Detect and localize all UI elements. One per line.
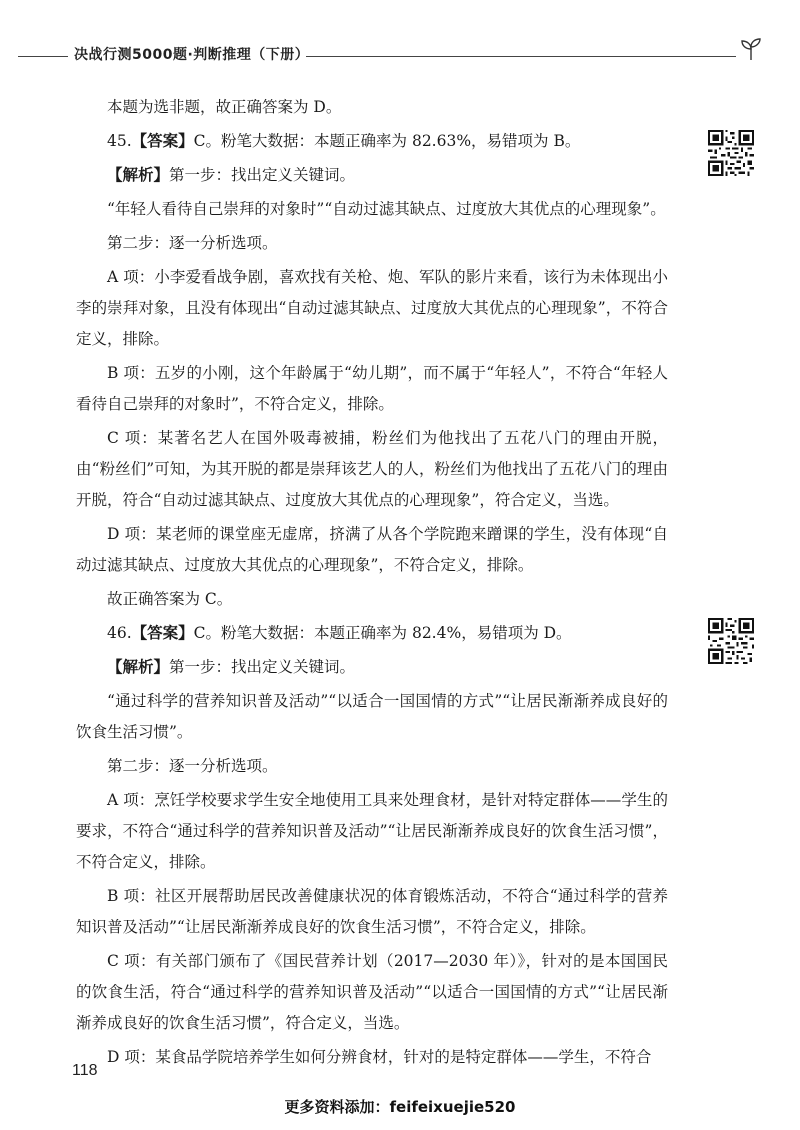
header-title: 决战行测5000题·判断推理（下册） <box>74 47 310 63</box>
qr-code-icon[interactable] <box>708 130 754 176</box>
question-number: 46. <box>107 624 132 642</box>
answer-line-45 <box>76 126 668 157</box>
analysis-line <box>76 160 668 191</box>
paragraph: “通过科学的营养知识普及活动”“以适合一国国情的方式”“让居民渐渐养成良好的饮食生活习惯”。 <box>76 692 668 741</box>
analysis-text: 第一步：找出定义关键词。 <box>169 658 356 676</box>
paragraph: 故正确答案为 C。 <box>107 590 233 608</box>
analysis-label: 【解析】 <box>107 166 170 184</box>
paragraph: 本题为选非题，故正确答案为 D。 <box>107 98 342 116</box>
option-b-analysis: B 项：五岁的小刚，这个年龄属于“幼儿期”，而不属于“年轻人”，不符合“年轻人看待自己崇拜的对象时”，不符合定义，排除。 <box>76 364 668 413</box>
header-rule-left <box>18 56 68 57</box>
option-a-analysis: A 项：小李爱看战争剧，喜欢找有关枪、炮、军队的影片来看，该行为未体现出小李的崇拜对象，且没有体现出“自动过滤其缺点、过度放大其优点的心理现象”，不符合定义，排除。 <box>76 268 668 348</box>
answer-line-46 <box>76 618 668 649</box>
answer-label: 【答案】 <box>131 624 194 642</box>
answer-text: C。粉笔大数据：本题正确率为 82.63%，易错项为 B。 <box>193 132 581 150</box>
paragraph: 第二步：逐一分析选项。 <box>107 234 278 252</box>
header-rule-right <box>306 56 736 57</box>
option-c-analysis: C 项：某著名艺人在国外吸毒被捕，粉丝们为他找出了五花八门的理由开脱，由“粉丝们”可知，为其开脱的都是崇拜该艺人的人，粉丝们为他找出了五花八门的理由开脱，符合“自动过滤其缺点、过度放大其优点的心理现象”，符合定义，当选。 <box>76 429 668 509</box>
paragraph: “年轻人看待自己崇拜的对象时”“自动过滤其缺点、过度放大其优点的心理现象”。 <box>107 200 666 218</box>
analysis-label: 【解析】 <box>107 658 170 676</box>
analysis-text: 第一步：找出定义关键词。 <box>169 166 356 184</box>
paragraph: 第二步：逐一分析选项。 <box>107 757 278 775</box>
option-c-analysis: C 项：有关部门颁布了《国民营养计划（2017—2030 年）》，针对的是本国国民的饮食生活，符合“通过科学的营养知识普及活动”“以适合一国国情的方式”“让居民渐渐养成良好的饮食生活习惯”，符合定义，当选。 <box>76 952 668 1032</box>
option-a-analysis: A 项：烹饪学校要求学生安全地使用工具来处理食材，是针对特定群体——学生的要求，不符合“通过科学的营养知识普及活动”“让居民渐渐养成良好的饮食生活习惯”，不符合定义，排除。 <box>76 791 668 871</box>
question-number: 45. <box>107 132 132 150</box>
answer-text: C。粉笔大数据：本题正确率为 82.4%，易错项为 D。 <box>193 624 572 642</box>
analysis-line <box>76 652 668 683</box>
page-header <box>0 40 800 70</box>
option-b-analysis: B 项：社区开展帮助居民改善健康状况的体育锻炼活动，不符合“通过科学的营养知识普及活动”“让居民渐渐养成良好的饮食生活习惯”，不符合定义，排除。 <box>76 887 668 936</box>
option-d-analysis: D 项：某老师的课堂座无虚席，挤满了从各个学院跑来蹭课的学生，没有体现“自动过滤其缺点、过度放大其优点的心理现象”，不符合定义，排除。 <box>76 525 668 574</box>
footer-note: 更多资料添加：feifeixuejie520 <box>284 1098 516 1116</box>
answer-label: 【答案】 <box>131 132 194 150</box>
answer-explanation-body <box>76 92 668 1073</box>
option-d-analysis: D 项：某食品学院培养学生如何分辨食材，针对的是特定群体——学生，不符合 <box>107 1048 652 1066</box>
qr-code-icon[interactable] <box>708 618 754 664</box>
sprout-icon <box>736 34 766 64</box>
page-number: 118 <box>72 1062 98 1079</box>
